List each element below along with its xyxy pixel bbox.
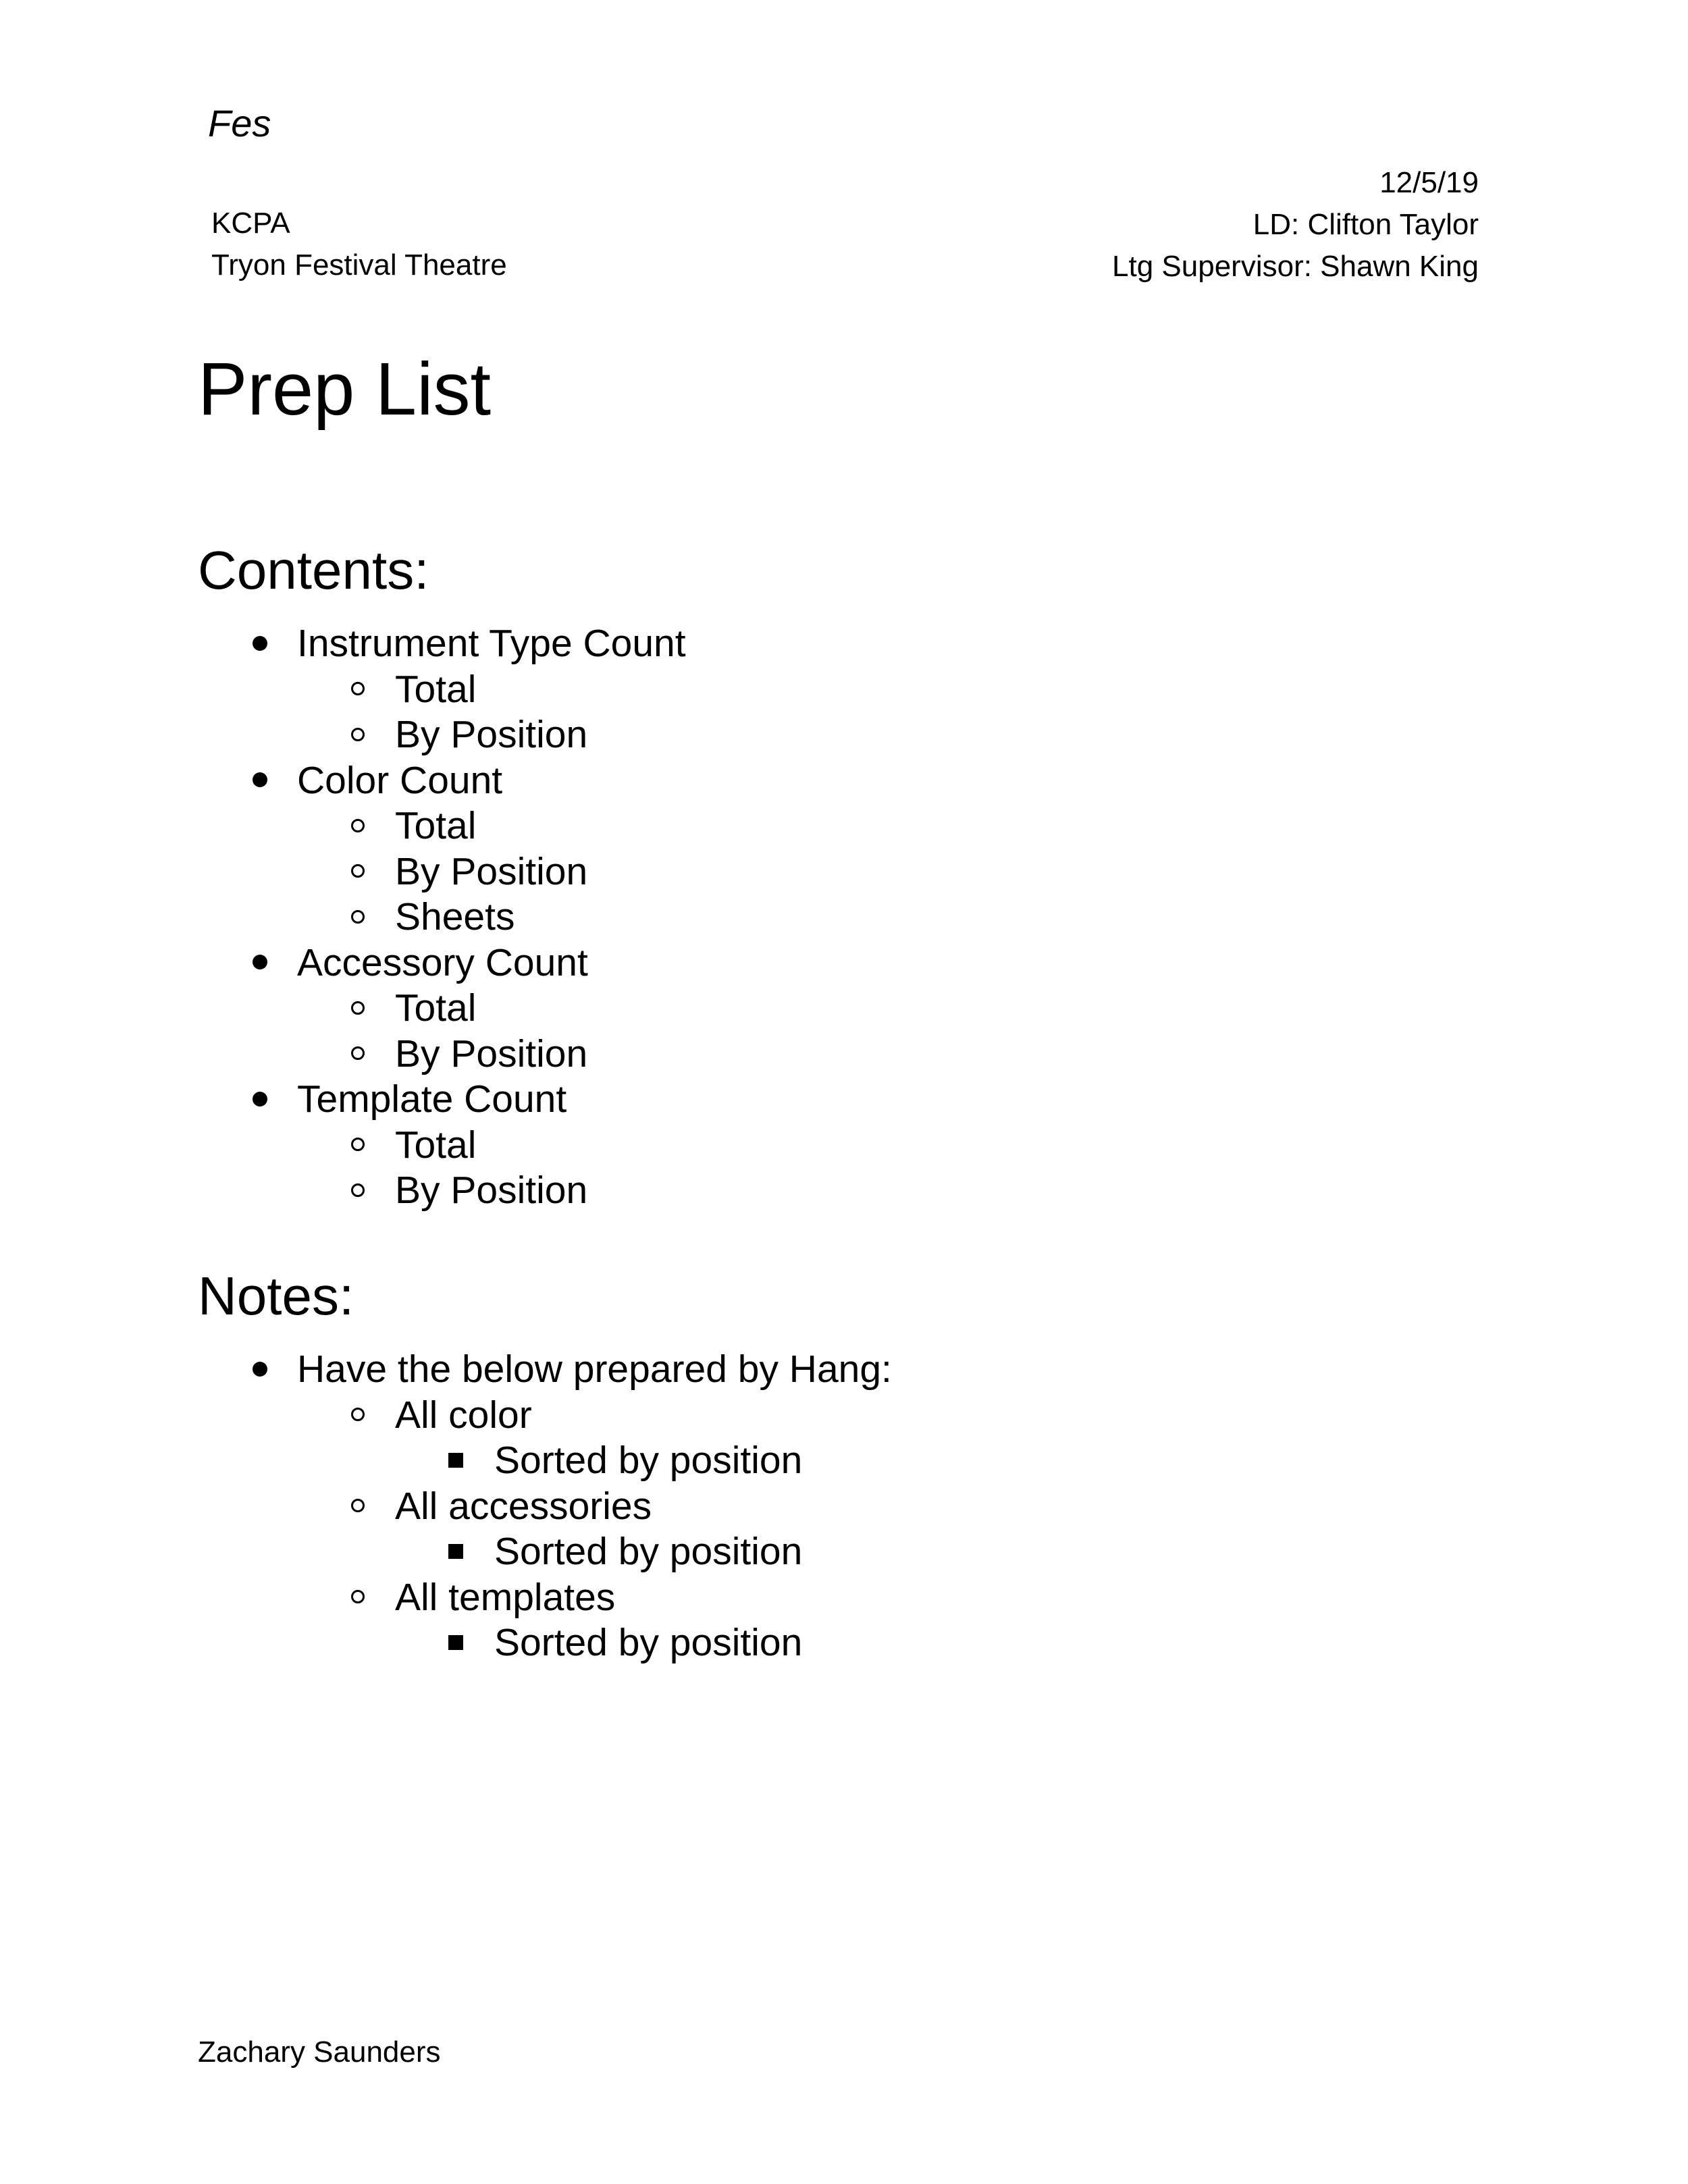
list-item <box>0 712 1688 758</box>
list-item <box>0 895 1688 940</box>
list-item <box>0 1123 1688 1169</box>
list-item <box>0 940 1688 986</box>
list-item <box>0 1575 1688 1621</box>
contents-subitem-label: Total <box>395 1123 477 1167</box>
contents-subitem-label: By Position <box>395 849 588 893</box>
bullet-dot-icon <box>240 1077 280 1123</box>
lighting-supervisor: Ltg Supervisor: Shawn King <box>1112 250 1479 283</box>
notes-heading: Notes: <box>198 1266 354 1326</box>
notes-subsubitem-label: Sorted by position <box>494 1439 803 1482</box>
bullet-circle-icon <box>338 1575 378 1621</box>
document-date: 12/5/19 <box>1379 166 1479 199</box>
notes-subsubitem-label: Sorted by position <box>494 1530 803 1573</box>
contents-item-label: Accessory Count <box>297 940 588 984</box>
list-item <box>0 1484 1688 1530</box>
contents-subitem-label: Sheets <box>395 895 515 938</box>
contents-subitem-label: Total <box>395 986 477 1030</box>
bullet-circle-icon <box>338 895 378 940</box>
contents-subitem-label: Total <box>395 804 477 847</box>
contents-list <box>0 621 1688 1214</box>
notes-subitem-label: All color <box>395 1393 532 1437</box>
bullet-circle-icon <box>338 712 378 758</box>
bullet-circle-icon <box>338 667 378 713</box>
page-title: Prep List <box>198 348 492 431</box>
bullet-circle-icon <box>338 1032 378 1077</box>
bullet-square-icon <box>436 1529 476 1575</box>
bullet-circle-icon <box>338 1393 378 1439</box>
contents-subitem-label: By Position <box>395 1032 588 1075</box>
show-title: Fes <box>208 102 271 144</box>
contents-item-label: Color Count <box>297 758 503 802</box>
contents-item-label: Instrument Type Count <box>297 622 686 665</box>
list-item <box>0 1620 1688 1666</box>
bullet-circle-icon <box>338 1123 378 1169</box>
bullet-circle-icon <box>338 986 378 1032</box>
bullet-dot-icon <box>240 1347 280 1393</box>
notes-subitem-label: All templates <box>395 1575 616 1619</box>
venue-block <box>211 203 507 286</box>
bullet-circle-icon <box>338 1484 378 1530</box>
notes-item-label: Have the below prepared by Hang: <box>297 1348 892 1391</box>
credits-block <box>1112 162 1479 288</box>
list-item <box>0 1077 1688 1123</box>
notes-list <box>0 1347 1688 1666</box>
contents-item-label: Template Count <box>297 1077 567 1121</box>
contents-subitem-label: Total <box>395 667 477 711</box>
list-item <box>0 1347 1688 1393</box>
list-item <box>0 1529 1688 1575</box>
bullet-circle-icon <box>338 849 378 895</box>
bullet-dot-icon <box>240 940 280 986</box>
footer-author: Zachary Saunders <box>198 2035 441 2069</box>
lighting-designer: LD: Clifton Taylor <box>1252 208 1479 241</box>
list-item <box>0 849 1688 895</box>
list-item <box>0 758 1688 804</box>
list-item <box>0 1168 1688 1214</box>
contents-heading: Contents: <box>198 540 429 600</box>
list-item <box>0 621 1688 667</box>
contents-subitem-label: By Position <box>395 1169 588 1212</box>
list-item <box>0 667 1688 713</box>
bullet-circle-icon <box>338 1168 378 1214</box>
notes-subsubitem-label: Sorted by position <box>494 1621 803 1664</box>
theatre-name: Tryon Festival Theatre <box>211 248 507 282</box>
list-item <box>0 1393 1688 1439</box>
list-item <box>0 1032 1688 1077</box>
notes-subitem-label: All accessories <box>395 1484 652 1528</box>
bullet-circle-icon <box>338 803 378 849</box>
bullet-dot-icon <box>240 758 280 804</box>
bullet-dot-icon <box>240 621 280 667</box>
bullet-square-icon <box>436 1438 476 1484</box>
list-item <box>0 986 1688 1032</box>
bullet-square-icon <box>436 1620 476 1666</box>
contents-subitem-label: By Position <box>395 713 588 756</box>
list-item <box>0 803 1688 849</box>
list-item <box>0 1438 1688 1484</box>
venue-name: KCPA <box>211 207 290 240</box>
